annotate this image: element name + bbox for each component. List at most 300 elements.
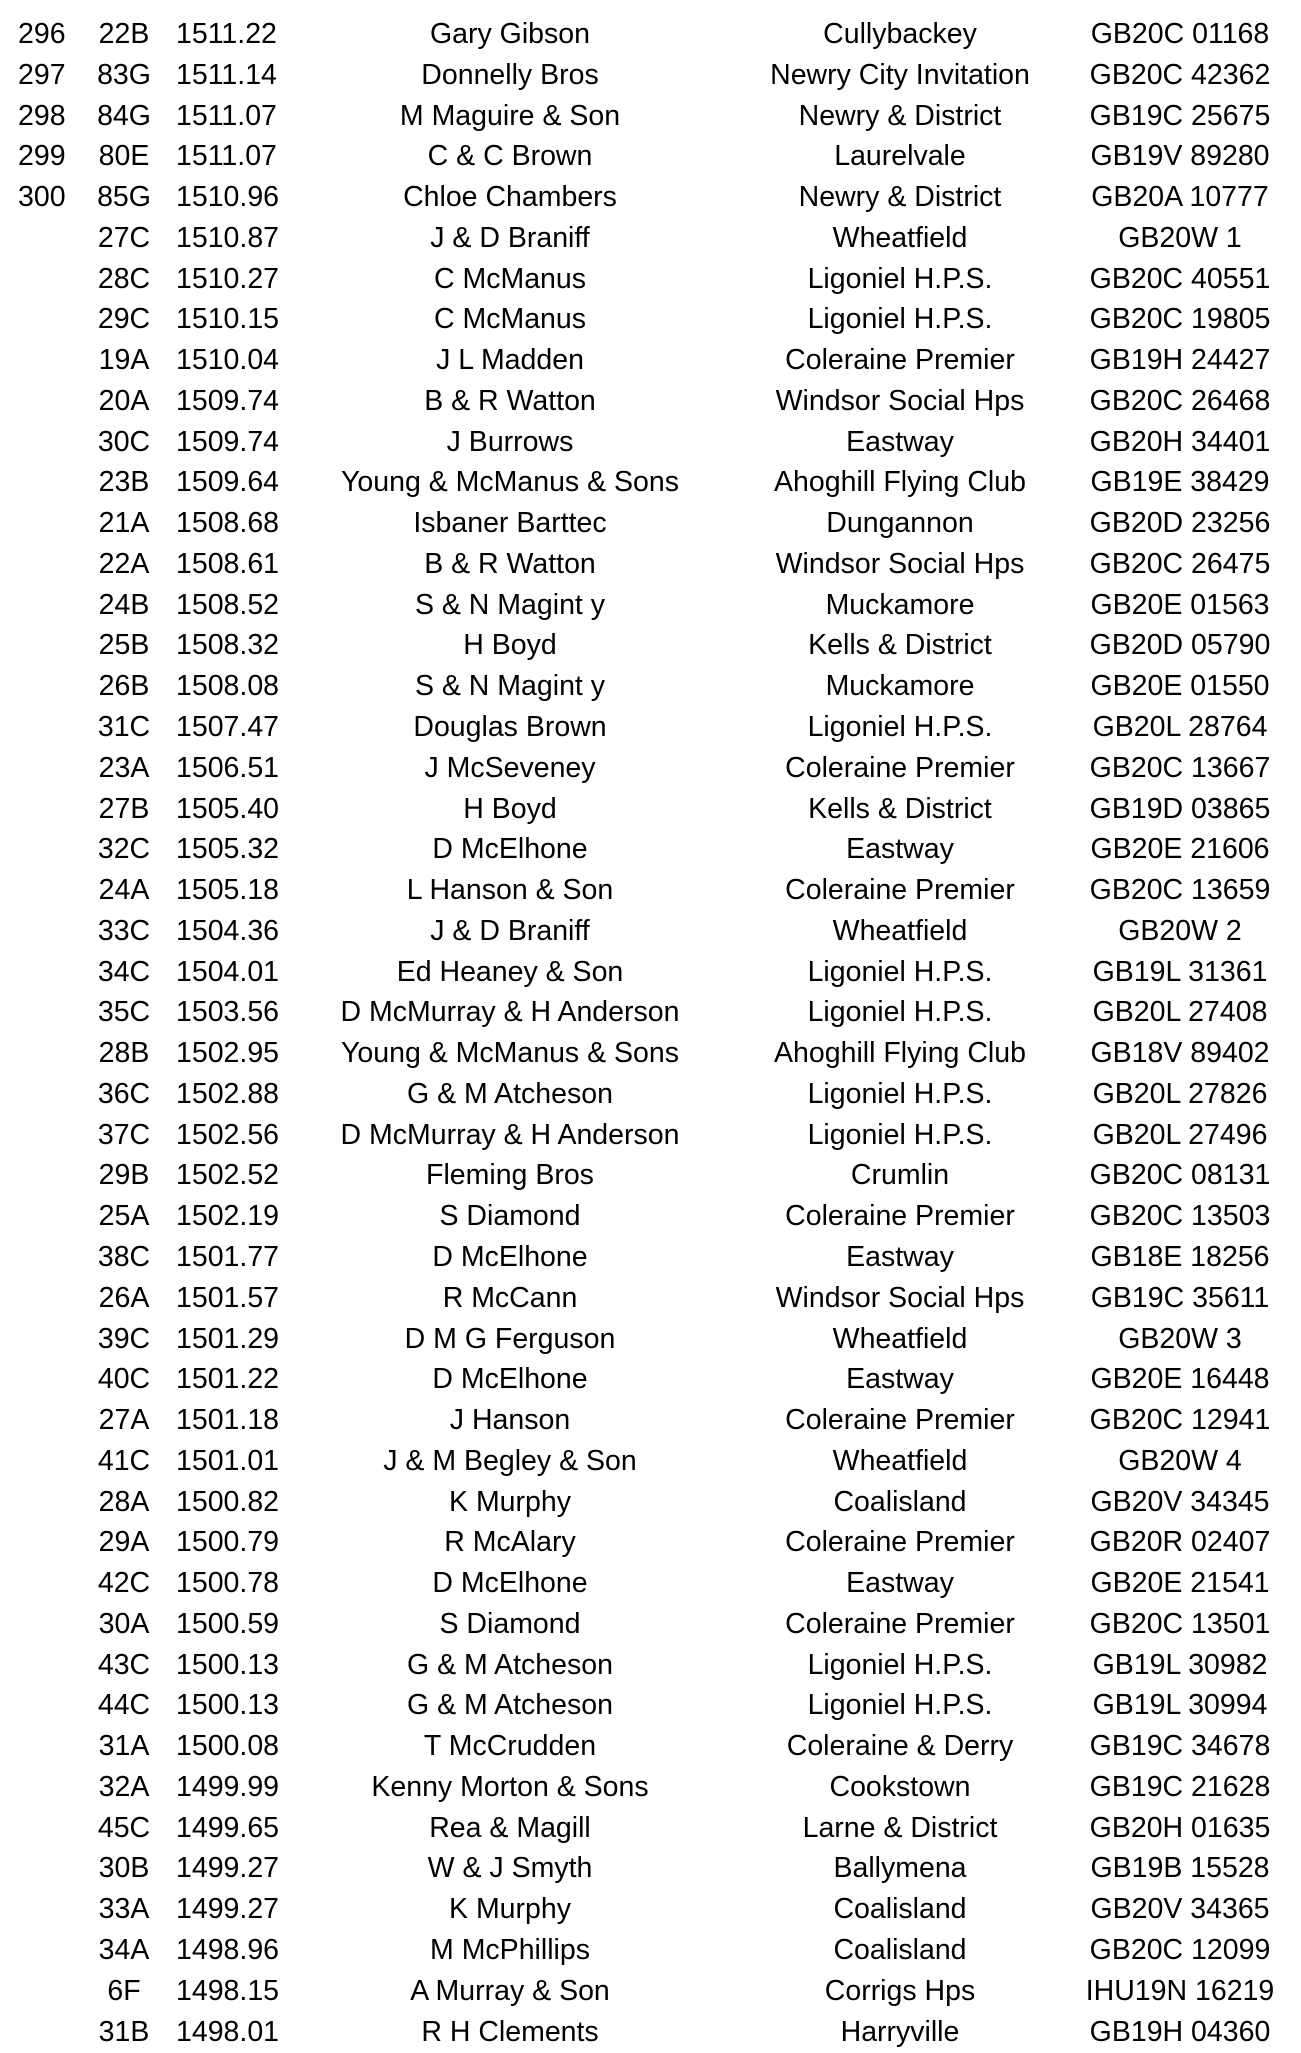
velocity-cell: 1505.40: [176, 792, 280, 825]
club-cell: Ligoniel H.P.S.: [807, 1118, 993, 1151]
section-cell: 38C: [97, 1240, 151, 1273]
club-cell: Harryville: [840, 2015, 960, 2048]
club-cell: Crumlin: [850, 1159, 950, 1192]
velocity-cell: 1509.74: [176, 384, 280, 417]
ring-number-cell: GB20L 27826: [1092, 1077, 1268, 1110]
club-cell: Ligoniel H.P.S.: [807, 955, 993, 988]
velocity-cell: 1505.32: [176, 833, 280, 866]
velocity-cell: 1510.04: [176, 344, 280, 377]
table-row: [0, 1400, 1301, 1441]
section-cell: 29A: [98, 1526, 150, 1559]
table-row: [0, 870, 1301, 911]
fancier-name-cell: W & J Smyth: [427, 1852, 593, 1885]
fancier-name-cell: Kenny Morton & Sons: [371, 1770, 649, 1803]
ring-number-cell: GB19C 21628: [1089, 1770, 1271, 1803]
results-table: [0, 14, 1301, 2052]
section-cell: 26A: [98, 1281, 150, 1314]
club-cell: Coalisland: [833, 1933, 967, 1966]
section-cell: 33A: [98, 1893, 150, 1926]
club-cell: Windsor Social Hps: [775, 547, 1025, 580]
fancier-name-cell: R McAlary: [444, 1526, 576, 1559]
ring-number-cell: GB20C 13667: [1089, 751, 1271, 784]
velocity-cell: 1500.59: [176, 1607, 280, 1640]
ring-number-cell: GB18V 89402: [1090, 1037, 1270, 1070]
ring-number-cell: GB20C 08131: [1089, 1159, 1271, 1192]
section-cell: 28A: [98, 1485, 150, 1518]
velocity-cell: 1510.96: [176, 181, 280, 214]
fancier-name-cell: D M G Ferguson: [404, 1322, 616, 1355]
table-row: [0, 177, 1301, 218]
velocity-cell: 1508.08: [176, 670, 280, 703]
club-cell: Ligoniel H.P.S.: [807, 303, 993, 336]
ring-number-cell: GB20E 21541: [1090, 1567, 1270, 1600]
velocity-cell: 1499.27: [176, 1852, 280, 1885]
velocity-cell: 1511.22: [176, 18, 277, 50]
fancier-name-cell: K Murphy: [449, 1893, 571, 1926]
club-cell: Wheatfield: [832, 1322, 968, 1355]
velocity-cell: 1498.15: [176, 1974, 280, 2007]
table-row: [0, 748, 1301, 789]
velocity-cell: 1508.61: [176, 547, 280, 580]
ring-number-cell: GB20W 1: [1118, 221, 1242, 254]
section-cell: 24A: [98, 874, 150, 907]
ring-number-cell: GB19L 30982: [1092, 1648, 1268, 1681]
velocity-cell: 1498.01: [176, 2015, 280, 2048]
club-cell: Ligoniel H.P.S.: [807, 711, 993, 744]
table-row: [0, 96, 1301, 137]
velocity-cell: 1509.64: [176, 466, 280, 499]
section-cell: 27C: [97, 221, 151, 254]
fancier-name-cell: J & M Begley & Son: [383, 1444, 637, 1477]
club-cell: Coleraine Premier: [785, 1526, 1015, 1559]
fancier-name-cell: Young & McManus & Sons: [341, 466, 679, 499]
ring-number-cell: GB20C 19805: [1089, 303, 1271, 336]
ring-number-cell: GB20C 40551: [1089, 262, 1271, 295]
section-cell: 27B: [98, 792, 150, 825]
section-cell: 44C: [97, 1689, 151, 1722]
velocity-cell: 1508.52: [176, 588, 280, 621]
table-row: [0, 585, 1301, 626]
ring-number-cell: GB20W 4: [1118, 1444, 1242, 1477]
position-cell: 299: [18, 140, 66, 173]
fancier-name-cell: Donnelly Bros: [421, 58, 599, 91]
velocity-cell: 1511.07: [176, 140, 277, 173]
table-row: [0, 1196, 1301, 1237]
club-cell: Ahoghill Flying Club: [774, 1037, 1026, 1070]
velocity-cell: 1506.51: [176, 751, 280, 784]
table-row: [0, 789, 1301, 830]
ring-number-cell: GB20C 13503: [1089, 1200, 1271, 1233]
club-cell: Wheatfield: [832, 1444, 968, 1477]
table-row: [0, 1441, 1301, 1482]
velocity-cell: 1501.29: [176, 1322, 280, 1355]
section-cell: 84G: [97, 99, 151, 132]
table-row: [0, 1563, 1301, 1604]
velocity-cell: 1501.77: [176, 1240, 280, 1273]
velocity-cell: 1500.13: [176, 1648, 280, 1681]
club-cell: Kells & District: [808, 792, 992, 825]
section-cell: 42C: [97, 1567, 151, 1600]
ring-number-cell: GB19E 38429: [1090, 466, 1270, 499]
fancier-name-cell: Young & McManus & Sons: [341, 1037, 679, 1070]
club-cell: Newry & District: [798, 99, 1002, 132]
table-row: [0, 625, 1301, 666]
velocity-cell: 1499.99: [176, 1770, 280, 1803]
section-cell: 23A: [98, 751, 150, 784]
ring-number-cell: GB20C 13501: [1089, 1607, 1271, 1640]
fancier-name-cell: R H Clements: [421, 2015, 599, 2048]
velocity-cell: 1500.08: [176, 1730, 280, 1763]
fancier-name-cell: R McCann: [442, 1281, 578, 1314]
table-row: [0, 136, 1301, 177]
table-row: [0, 14, 1301, 55]
ring-number-cell: GB20A 10777: [1091, 181, 1269, 214]
table-row: [0, 1604, 1301, 1645]
velocity-cell: 1509.74: [176, 425, 280, 458]
club-cell: Coleraine Premier: [785, 1200, 1015, 1233]
ring-number-cell: GB19B 15528: [1090, 1852, 1270, 1885]
section-cell: 22B: [98, 18, 150, 50]
club-cell: Eastway: [846, 1567, 954, 1600]
fancier-name-cell: L Hanson & Son: [406, 874, 614, 907]
ring-number-cell: GB19H 04360: [1089, 2015, 1271, 2048]
club-cell: Windsor Social Hps: [775, 384, 1025, 417]
section-cell: 30B: [98, 1852, 150, 1885]
fancier-name-cell: D McMurray & H Anderson: [340, 996, 680, 1029]
club-cell: Coalisland: [833, 1893, 967, 1926]
ring-number-cell: GB20C 12099: [1089, 1933, 1271, 1966]
fancier-name-cell: Rea & Magill: [429, 1811, 591, 1844]
section-cell: 23B: [98, 466, 150, 499]
ring-number-cell: GB20C 13659: [1089, 874, 1271, 907]
table-row: [0, 1155, 1301, 1196]
fancier-name-cell: D McElhone: [432, 1363, 588, 1396]
ring-number-cell: GB20E 21606: [1090, 833, 1270, 866]
velocity-cell: 1504.36: [176, 914, 280, 947]
table-row: [0, 340, 1301, 381]
club-cell: Ballymena: [833, 1852, 967, 1885]
velocity-cell: 1510.15: [176, 303, 280, 336]
velocity-cell: 1500.13: [176, 1689, 280, 1722]
velocity-cell: 1502.88: [176, 1077, 280, 1110]
velocity-cell: 1500.79: [176, 1526, 280, 1559]
club-cell: Ligoniel H.P.S.: [807, 1077, 993, 1110]
club-cell: Ahoghill Flying Club: [774, 466, 1026, 499]
club-cell: Larne & District: [802, 1811, 998, 1844]
club-cell: Eastway: [846, 425, 954, 458]
section-cell: 28C: [97, 262, 151, 295]
fancier-name-cell: J L Madden: [436, 344, 584, 377]
section-cell: 36C: [97, 1077, 151, 1110]
table-row: [0, 829, 1301, 870]
velocity-cell: 1504.01: [176, 955, 280, 988]
table-row: [0, 1971, 1301, 2012]
ring-number-cell: IHU19N 16219: [1085, 1974, 1275, 2007]
section-cell: 34C: [97, 955, 151, 988]
fancier-name-cell: A Murray & Son: [410, 1974, 610, 2007]
ring-number-cell: GB19C 34678: [1089, 1730, 1271, 1763]
ring-number-cell: GB20D 23256: [1089, 507, 1271, 540]
section-cell: 20A: [98, 384, 150, 417]
table-row: [0, 952, 1301, 993]
section-cell: 26B: [98, 670, 150, 703]
club-cell: Coleraine & Derry: [786, 1730, 1014, 1763]
table-row: [0, 911, 1301, 952]
velocity-cell: 1499.65: [176, 1811, 280, 1844]
fancier-name-cell: C McManus: [433, 303, 587, 336]
table-row: [0, 503, 1301, 544]
ring-number-cell: GB20R 02407: [1089, 1526, 1271, 1559]
velocity-cell: 1502.52: [176, 1159, 280, 1192]
club-cell: Dungannon: [826, 507, 974, 540]
position-cell: 298: [18, 99, 66, 132]
section-cell: 29C: [97, 303, 151, 336]
club-cell: Coleraine Premier: [785, 1607, 1015, 1640]
fancier-name-cell: M McPhillips: [430, 1933, 590, 1966]
table-row: [0, 1848, 1301, 1889]
velocity-cell: 1502.95: [176, 1037, 280, 1070]
table-row: [0, 422, 1301, 463]
fancier-name-cell: S & N Magint y: [414, 670, 606, 703]
table-row: [0, 1115, 1301, 1156]
table-row: [0, 1808, 1301, 1849]
table-row: [0, 666, 1301, 707]
fancier-name-cell: Ed Heaney & Son: [396, 955, 624, 988]
fancier-name-cell: C McManus: [433, 262, 587, 295]
fancier-name-cell: S Diamond: [439, 1200, 581, 1233]
section-cell: 29B: [98, 1159, 150, 1192]
velocity-cell: 1500.78: [176, 1567, 280, 1600]
section-cell: 37C: [97, 1118, 151, 1151]
ring-number-cell: GB19V 89280: [1090, 140, 1270, 173]
velocity-cell: 1498.96: [176, 1933, 280, 1966]
velocity-cell: 1505.18: [176, 874, 280, 907]
club-cell: Eastway: [846, 833, 954, 866]
table-row: [0, 1930, 1301, 1971]
ring-number-cell: GB20W 2: [1118, 914, 1242, 947]
velocity-cell: 1507.47: [176, 711, 280, 744]
fancier-name-cell: G & M Atcheson: [407, 1689, 613, 1722]
velocity-cell: 1501.18: [176, 1404, 280, 1437]
table-row: [0, 1767, 1301, 1808]
table-row: [0, 218, 1301, 259]
ring-number-cell: GB19C 35611: [1090, 1281, 1270, 1314]
table-row: [0, 1319, 1301, 1360]
fancier-name-cell: Isbaner Barttec: [413, 507, 607, 540]
fancier-name-cell: G & M Atcheson: [407, 1077, 613, 1110]
fancier-name-cell: Chloe Chambers: [403, 181, 617, 214]
section-cell: 41C: [97, 1444, 151, 1477]
section-cell: 45C: [97, 1811, 151, 1844]
velocity-cell: 1508.68: [176, 507, 280, 540]
club-cell: Muckamore: [825, 588, 975, 621]
club-cell: Laurelvale: [834, 140, 966, 173]
section-cell: 6F: [107, 1974, 141, 2007]
ring-number-cell: GB19L 30994: [1092, 1689, 1268, 1722]
club-cell: Muckamore: [825, 670, 975, 703]
club-cell: Wheatfield: [832, 221, 968, 254]
ring-number-cell: GB20C 01168: [1090, 18, 1270, 50]
ring-number-cell: GB20C 42362: [1089, 58, 1271, 91]
fancier-name-cell: S & N Magint y: [414, 588, 606, 621]
position-cell: 296: [18, 18, 66, 50]
velocity-cell: 1510.87: [176, 221, 280, 254]
club-cell: Coleraine Premier: [785, 1404, 1015, 1437]
club-cell: Eastway: [846, 1363, 954, 1396]
club-cell: Cullybackey: [823, 18, 977, 50]
fancier-name-cell: B & R Watton: [424, 547, 596, 580]
fancier-name-cell: B & R Watton: [424, 384, 596, 417]
table-row: [0, 1726, 1301, 1767]
section-cell: 24B: [98, 588, 150, 621]
fancier-name-cell: G & M Atcheson: [407, 1648, 613, 1681]
position-cell: 300: [18, 181, 66, 214]
ring-number-cell: GB20D 05790: [1089, 629, 1271, 662]
table-row: [0, 707, 1301, 748]
section-cell: 19A: [98, 344, 150, 377]
table-row: [0, 1645, 1301, 1686]
ring-number-cell: GB20C 26468: [1089, 384, 1271, 417]
club-cell: Coalisland: [833, 1485, 967, 1518]
section-cell: 83G: [97, 58, 151, 91]
club-cell: Newry City Invitation: [770, 58, 1030, 91]
club-cell: Ligoniel H.P.S.: [807, 262, 993, 295]
velocity-cell: 1501.57: [176, 1281, 280, 1314]
section-cell: 43C: [97, 1648, 151, 1681]
table-row: [0, 1033, 1301, 1074]
fancier-name-cell: T McCrudden: [423, 1730, 597, 1763]
table-row: [0, 1482, 1301, 1523]
section-cell: 30C: [97, 425, 151, 458]
table-row: [0, 1889, 1301, 1930]
ring-number-cell: GB19H 24427: [1089, 344, 1271, 377]
ring-number-cell: GB20L 27408: [1092, 996, 1268, 1029]
velocity-cell: 1502.56: [176, 1118, 280, 1151]
ring-number-cell: GB20V 34345: [1090, 1485, 1270, 1518]
club-cell: Newry & District: [798, 181, 1002, 214]
fancier-name-cell: M Maguire & Son: [399, 99, 621, 132]
fancier-name-cell: D McElhone: [432, 1567, 588, 1600]
ring-number-cell: GB20W 3: [1118, 1322, 1242, 1355]
section-cell: 31A: [98, 1730, 150, 1763]
section-cell: 32A: [98, 1770, 150, 1803]
table-row: [0, 2012, 1301, 2053]
section-cell: 40C: [97, 1363, 151, 1396]
ring-number-cell: GB20H 34401: [1089, 425, 1271, 458]
velocity-cell: 1511.07: [176, 99, 277, 132]
velocity-cell: 1501.01: [176, 1444, 280, 1477]
fancier-name-cell: S Diamond: [439, 1607, 581, 1640]
section-cell: 25A: [98, 1200, 150, 1233]
fancier-name-cell: Fleming Bros: [426, 1159, 594, 1192]
ring-number-cell: GB20V 34365: [1090, 1893, 1270, 1926]
section-cell: 80E: [98, 140, 150, 173]
club-cell: Coleraine Premier: [785, 751, 1015, 784]
velocity-cell: 1500.82: [176, 1485, 280, 1518]
table-row: [0, 1522, 1301, 1563]
ring-number-cell: GB19L 31361: [1092, 955, 1268, 988]
table-row: [0, 1685, 1301, 1726]
club-cell: Ligoniel H.P.S.: [807, 1648, 993, 1681]
position-cell: 297: [18, 58, 66, 91]
section-cell: 34A: [98, 1933, 150, 1966]
club-cell: Kells & District: [808, 629, 992, 662]
section-cell: 31C: [97, 711, 151, 744]
club-cell: Cookstown: [829, 1770, 971, 1803]
fancier-name-cell: J McSeveney: [424, 751, 596, 784]
club-cell: Windsor Social Hps: [775, 1281, 1025, 1314]
club-cell: Ligoniel H.P.S.: [807, 1689, 993, 1722]
section-cell: 85G: [97, 181, 151, 214]
velocity-cell: 1502.19: [176, 1200, 280, 1233]
fancier-name-cell: Douglas Brown: [413, 711, 607, 744]
fancier-name-cell: J Hanson: [449, 1404, 571, 1437]
fancier-name-cell: D McElhone: [432, 833, 588, 866]
club-cell: Coleraine Premier: [785, 874, 1015, 907]
ring-number-cell: GB20E 01563: [1090, 588, 1270, 621]
ring-number-cell: GB19C 25675: [1089, 99, 1271, 132]
table-row: [0, 1074, 1301, 1115]
table-row: [0, 381, 1301, 422]
fancier-name-cell: D McElhone: [432, 1240, 588, 1273]
ring-number-cell: GB20C 26475: [1089, 547, 1271, 580]
table-row: [0, 299, 1301, 340]
club-cell: Eastway: [846, 1240, 954, 1273]
velocity-cell: 1510.27: [176, 262, 280, 295]
ring-number-cell: GB20L 28764: [1092, 711, 1268, 744]
ring-number-cell: GB20H 01635: [1089, 1811, 1271, 1844]
fancier-name-cell: C & C Brown: [427, 140, 593, 173]
table-row: [0, 992, 1301, 1033]
fancier-name-cell: H Boyd: [463, 792, 557, 825]
velocity-cell: 1501.22: [176, 1363, 280, 1396]
ring-number-cell: GB20L 27496: [1092, 1118, 1268, 1151]
velocity-cell: 1511.14: [176, 58, 277, 91]
club-cell: Corrigs Hps: [824, 1974, 976, 2007]
ring-number-cell: GB20E 16448: [1090, 1363, 1270, 1396]
section-cell: 35C: [97, 996, 151, 1029]
ring-number-cell: GB20E 01550: [1090, 670, 1270, 703]
table-row: [0, 259, 1301, 300]
club-cell: Ligoniel H.P.S.: [807, 996, 993, 1029]
ring-number-cell: GB20C 12941: [1089, 1404, 1271, 1437]
velocity-cell: 1503.56: [176, 996, 280, 1029]
table-row: [0, 1278, 1301, 1319]
fancier-name-cell: H Boyd: [463, 629, 557, 662]
section-cell: 28B: [98, 1037, 150, 1070]
section-cell: 21A: [98, 507, 150, 540]
fancier-name-cell: D McMurray & H Anderson: [340, 1118, 680, 1151]
section-cell: 33C: [97, 914, 151, 947]
table-row: [0, 1237, 1301, 1278]
fancier-name-cell: J & D Braniff: [430, 914, 590, 947]
section-cell: 25B: [98, 629, 150, 662]
fancier-name-cell: K Murphy: [449, 1485, 571, 1518]
section-cell: 32C: [97, 833, 151, 866]
velocity-cell: 1508.32: [176, 629, 280, 662]
table-row: [0, 544, 1301, 585]
fancier-name-cell: J & D Braniff: [430, 221, 590, 254]
table-row: [0, 1359, 1301, 1400]
section-cell: 31B: [98, 2015, 150, 2048]
club-cell: Coleraine Premier: [785, 344, 1015, 377]
ring-number-cell: GB18E 18256: [1090, 1240, 1270, 1273]
section-cell: 22A: [98, 547, 150, 580]
ring-number-cell: GB19D 03865: [1089, 792, 1271, 825]
section-cell: 30A: [98, 1607, 150, 1640]
velocity-cell: 1499.27: [176, 1893, 280, 1926]
table-row: [0, 462, 1301, 503]
